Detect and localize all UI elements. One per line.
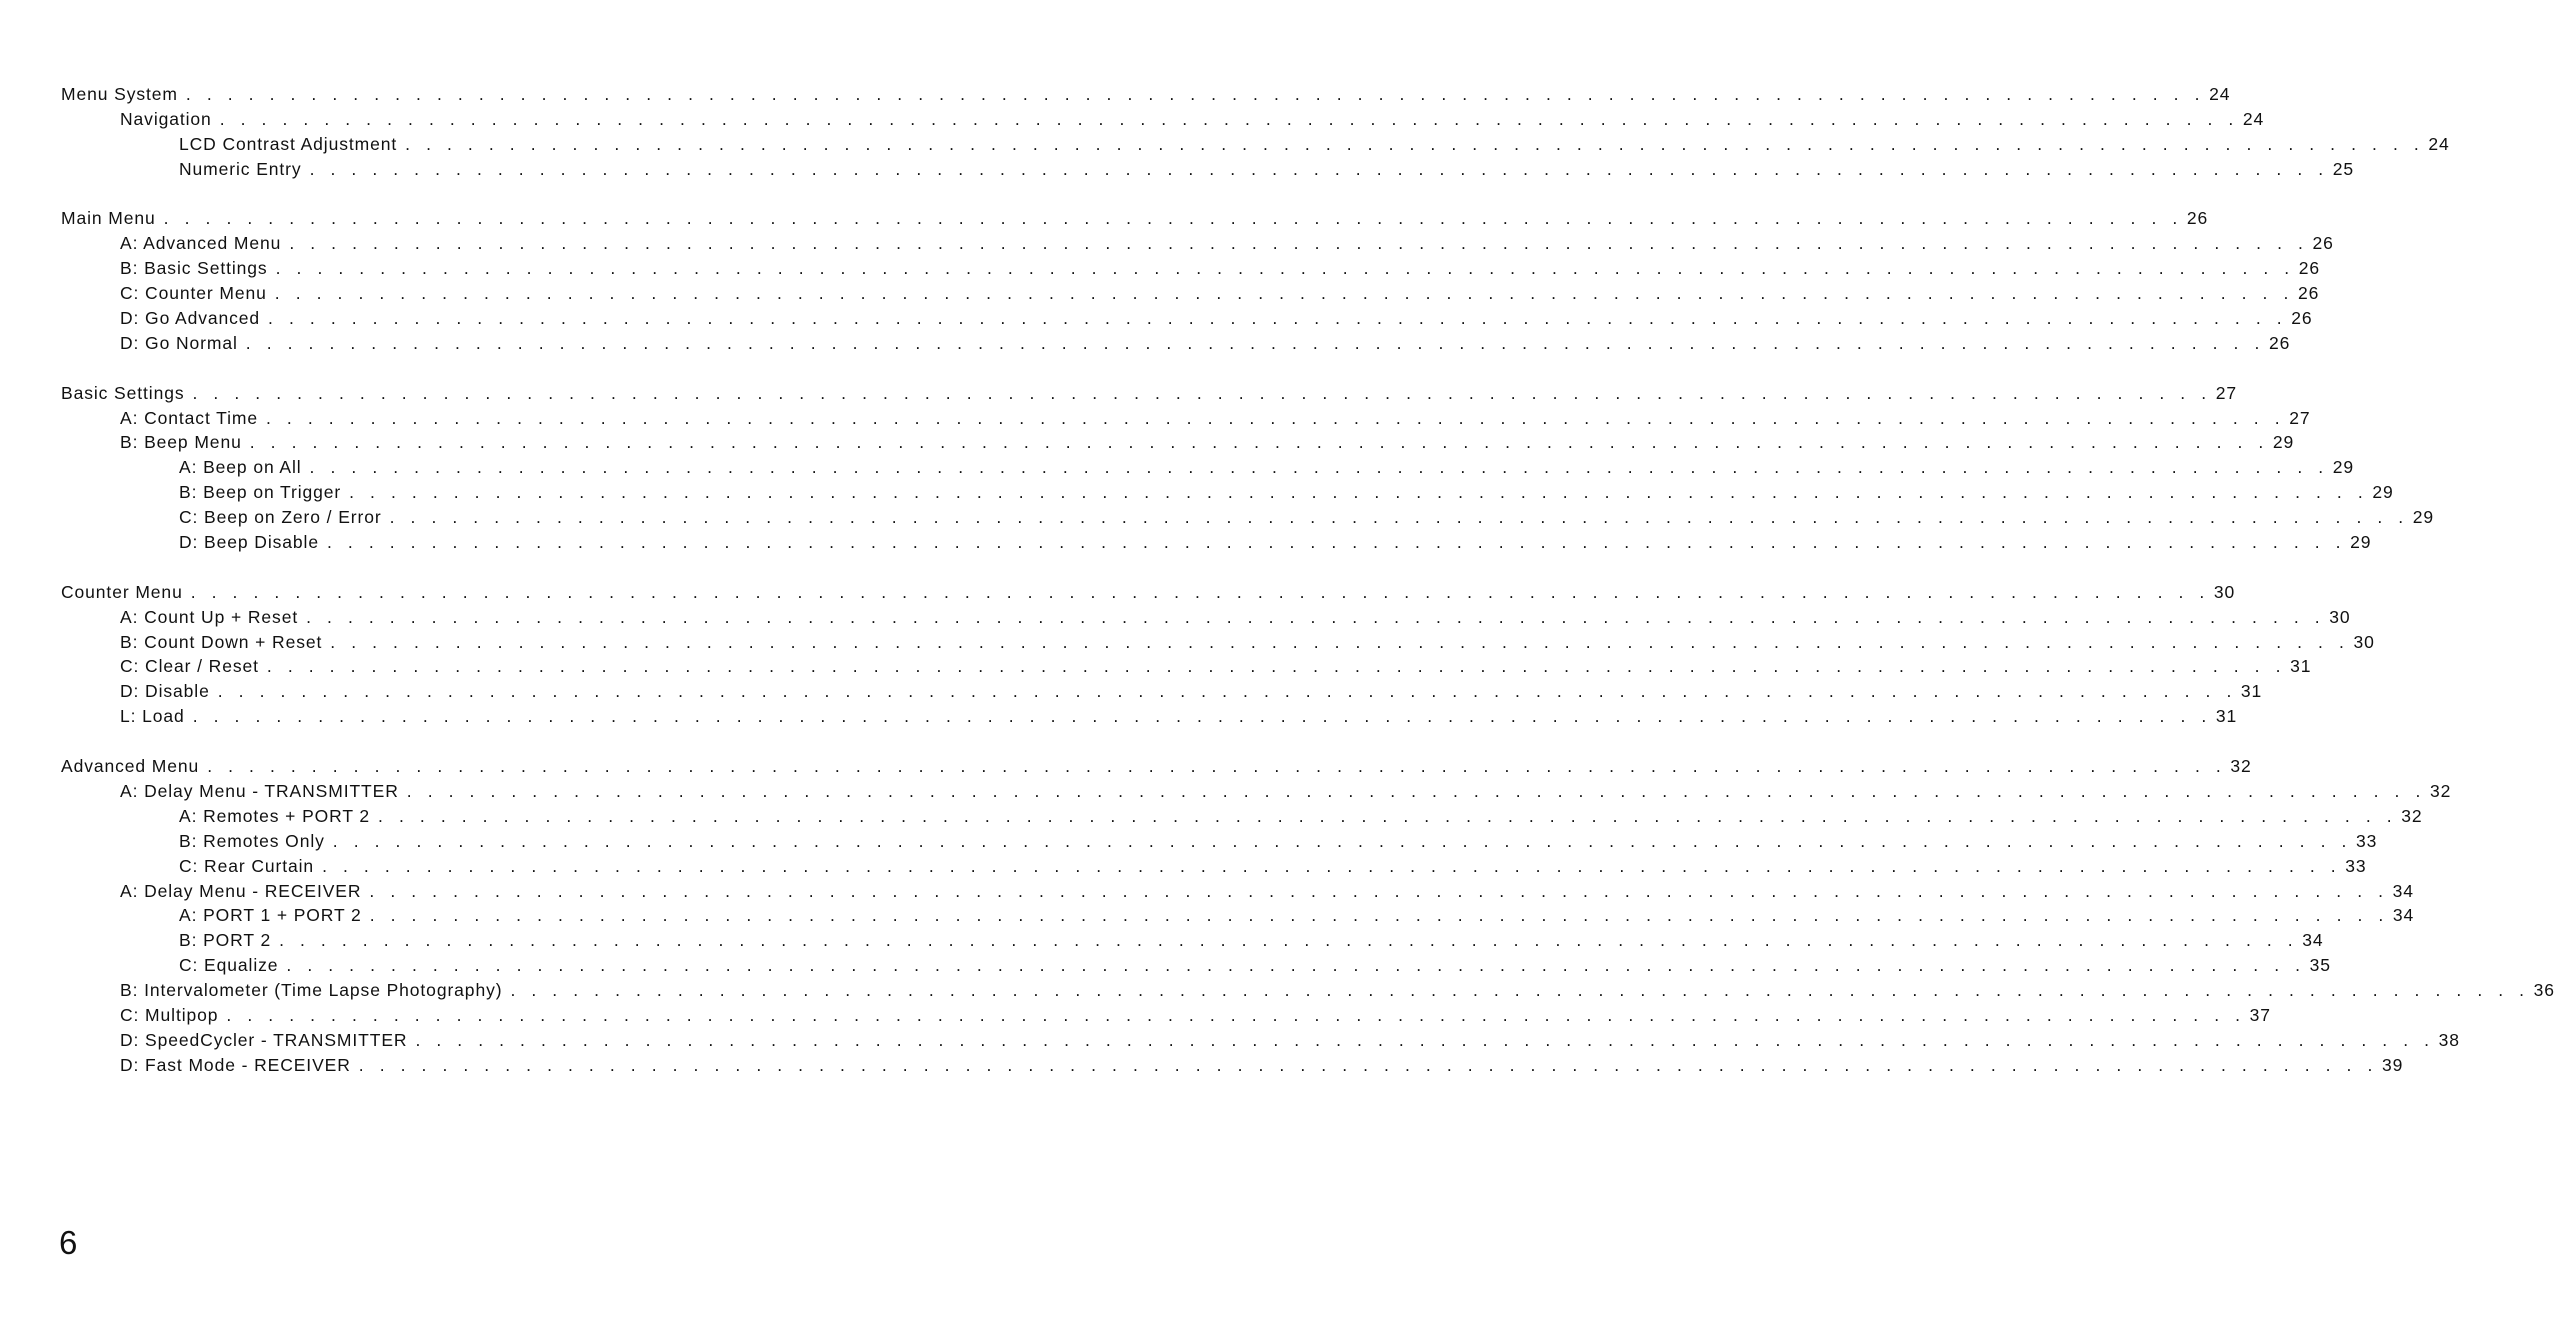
toc-entry-page: 30: [2353, 631, 2375, 652]
toc-entry-page: 29: [2332, 457, 2354, 478]
toc-entry-page: 29: [2412, 507, 2435, 528]
toc-subentry[interactable]: [0, 258, 2321, 283]
toc-entry-page: 26: [2291, 308, 2313, 329]
toc-entry-title: D: Beep Disable: [179, 532, 319, 553]
toc-entry-title: D: Disable: [120, 681, 210, 702]
dot-leader: . . . . . . . . . . . . . . . . . . . . . . . . . . . . . . . . . . . . . . . . . . . . . . . . . . . . . . . . . . . . . . . . . . . . . . . . . . . . . . . . . . . . . . . . . . . . . . . . .: [406, 780, 2426, 801]
dot-leader: . . . . . . . . . . . . . . . . . . . . . . . . . . . . . . . . . . . . . . . . . . . . . . . . . . . . . . . . . . . . . . . . . . . . . . . . . . . . . . . . . . . . . . . . . . . . . . . . .: [249, 432, 2269, 453]
toc-entry-title: B: Basic Settings: [120, 258, 268, 279]
toc-subentry[interactable]: [0, 457, 2354, 482]
toc-subentry[interactable]: [0, 158, 2355, 184]
toc-entry-title: B: Intervalometer (Time Lapse Photography): [120, 980, 503, 1001]
toc-section-entry[interactable]: [0, 581, 2236, 607]
toc-entry-title: Navigation: [120, 108, 212, 129]
dot-leader: . . . . . . . . . . . . . . . . . . . . . . . . . . . . . . . . . . . . . . . . . . . . . . . . . . . . . . . . . . . . . . . . . . . . . . . . . . . . . . . . . . . . . . . . . . . . . . . . .: [349, 482, 2369, 503]
toc-entry-title: C: Clear / Reset: [120, 656, 259, 677]
toc-entry-title: C: Multipop: [120, 1004, 219, 1025]
section-spacer: [0, 184, 954, 209]
toc-entry-page: 31: [2240, 681, 2263, 702]
dot-leader: . . . . . . . . . . . . . . . . . . . . . . . . . . . . . . . . . . . . . . . . . . . . . . . . . . . . . . . . . . . . . . . . . . . . . . . . . . . . . . . . . . . . . . . . . . . . . . . . .: [332, 830, 2352, 851]
dot-leader: . . . . . . . . . . . . . . . . . . . . . . . . . . . . . . . . . . . . . . . . . . . . . . . . . . . . . . . . . . . . . . . . . . . . . . . . . . . . . . . . . . . . . . . . . . . . . . . . .: [268, 308, 2288, 329]
toc-entry-page: 31: [2290, 656, 2312, 677]
dot-leader: . . . . . . . . . . . . . . . . . . . . . . . . . . . . . . . . . . . . . . . . . . . . . . . . . . . . . . . . . . . . . . . . . . . . . . . . . . . . . . . . . . . . . . . . . . . . . . . . .: [245, 332, 2265, 353]
toc-entry-page: 36: [2533, 980, 2555, 1001]
toc-subentry[interactable]: [0, 108, 2265, 134]
dot-leader: . . . . . . . . . . . . . . . . . . . . . . . . . . . . . . . . . . . . . . . . . . . . . . . . . . . . . . . . . . . . . . . . . . . . . . . . . . . . . . . . . . . . . . . . . . . . . . . . .: [378, 805, 2398, 826]
toc-entry-page: 33: [2355, 830, 2378, 851]
toc-entry-title: C: Rear Curtain: [179, 855, 315, 876]
toc-subentry[interactable]: [0, 631, 2375, 657]
toc-entry-page: 26: [2297, 283, 2320, 304]
toc-entry-title: A: Count Up + Reset: [120, 606, 299, 627]
toc-subentry[interactable]: [0, 805, 2423, 831]
toc-subentry[interactable]: [0, 905, 2415, 930]
toc-subentry[interactable]: [0, 930, 2324, 955]
dot-leader: . . . . . . . . . . . . . . . . . . . . . . . . . . . . . . . . . . . . . . . . . . . . . . . . . . . . . . . . . . . . . . . . . . . . . . . . . . . . . . . . . . . . . . . . . . . . . . . . .: [322, 855, 2342, 876]
toc-entry-title: D: Go Advanced: [120, 308, 261, 329]
toc-subentry[interactable]: [0, 1029, 2460, 1055]
toc-section-entry[interactable]: [0, 208, 2209, 233]
toc-subentry[interactable]: [0, 432, 2295, 457]
toc-entry-page: 26: [2312, 233, 2334, 254]
dot-leader: . . . . . . . . . . . . . . . . . . . . . . . . . . . . . . . . . . . . . . . . . . . . . . . . . . . . . . . . . . . . . . . . . . . . . . . . . . . . . . . . . . . . . . . . . . . . . . . . .: [415, 1029, 2435, 1050]
dot-leader: . . . . . . . . . . . . . . . . . . . . . . . . . . . . . . . . . . . . . . . . . . . . . . . . . . . . . . . . . . . . . . . . . . . . . . . . . . . . . . . . . . . . . . . . . . . . . . . . .: [207, 756, 2227, 777]
dot-leader: . . . . . . . . . . . . . . . . . . . . . . . . . . . . . . . . . . . . . . . . . . . . . . . . . . . . . . . . . . . . . . . . . . . . . . . . . . . . . . . . . . . . . . . . . . . . . . . . .: [286, 955, 2306, 976]
toc-subentry[interactable]: [0, 332, 2291, 358]
toc-entry-title: A: Delay Menu - TRANSMITTER: [120, 780, 399, 801]
toc-section-entry[interactable]: [0, 756, 2252, 781]
toc-subentry[interactable]: [0, 407, 2311, 433]
toc-entry-title: Counter Menu: [61, 581, 183, 602]
toc-entry-title: C: Equalize: [179, 955, 279, 976]
toc-subentry[interactable]: [0, 681, 2263, 706]
toc-entry-page: 24: [2428, 133, 2450, 154]
table-of-contents: [0, 84, 2555, 1080]
dot-leader: . . . . . . . . . . . . . . . . . . . . . . . . . . . . . . . . . . . . . . . . . . . . . . . . . . . . . . . . . . . . . . . . . . . . . . . . . . . . . . . . . . . . . . . . . . . . . . . . .: [192, 382, 2212, 403]
toc-entry-page: 30: [2329, 606, 2351, 627]
toc-entry-page: 24: [2242, 108, 2265, 129]
dot-leader: . . . . . . . . . . . . . . . . . . . . . . . . . . . . . . . . . . . . . . . . . . . . . . . . . . . . . . . . . . . . . . . . . . . . . . . . . . . . . . . . . . . . . . . . . . . . . . . . .: [289, 233, 2309, 254]
toc-subentry[interactable]: [0, 283, 2320, 308]
toc-subentry[interactable]: [0, 706, 2238, 731]
toc-entry-title: Advanced Menu: [61, 756, 200, 777]
toc-entry-title: L: Load: [120, 706, 185, 727]
toc-subentry[interactable]: [0, 482, 2394, 507]
toc-entry-page: 26: [2298, 258, 2321, 279]
toc-entry-title: Menu System: [61, 84, 178, 104]
toc-entry-page: 31: [2215, 706, 2238, 727]
dot-leader: . . . . . . . . . . . . . . . . . . . . . . . . . . . . . . . . . . . . . . . . . . . . . . . . . . . . . . . . . . . . . . . . . . . . . . . . . . . . . . . . . . . . . . . . . . . . . . . . .: [190, 581, 2210, 602]
dot-leader: . . . . . . . . . . . . . . . . . . . . . . . . . . . . . . . . . . . . . . . . . . . . . . . . . . . . . . . . . . . . . . . . . . . . . . . . . . . . . . . . . . . . . . . . . . . . . . . . .: [192, 706, 2212, 727]
toc-entry-page: 39: [2381, 1054, 2404, 1075]
toc-subentry[interactable]: [0, 780, 2452, 806]
section-spacer: [0, 731, 954, 756]
toc-entry-page: 27: [2215, 382, 2237, 403]
toc-subentry[interactable]: [0, 1004, 2271, 1030]
toc-entry-title: A: Contact Time: [120, 407, 258, 428]
toc-entry-page: 29: [2272, 432, 2295, 453]
toc-entry-page: 34: [2302, 930, 2324, 951]
toc-entry-title: B: Beep Menu: [120, 432, 242, 453]
dot-leader: . . . . . . . . . . . . . . . . . . . . . . . . . . . . . . . . . . . . . . . . . . . . . . . . . . . . . . . . . . . . . . . . . . . . . . . . . . . . . . . . . . . . . . . . . . . . . . . . .: [163, 208, 2183, 229]
dot-leader: . . . . . . . . . . . . . . . . . . . . . . . . . . . . . . . . . . . . . . . . . . . . . . . . . . . . . . . . . . . . . . . . . . . . . . . . . . . . . . . . . . . . . . . . . . . . . . . . .: [279, 930, 2299, 951]
toc-entry-title: A: Remotes + PORT 2: [179, 805, 371, 826]
toc-subentry[interactable]: [0, 308, 2313, 333]
dot-leader: . . . . . . . . . . . . . . . . . . . . . . . . . . . . . . . . . . . . . . . . . . . . . . . . . . . . . . . . . . . . . . . . . . . . . . . . . . . . . . . . . . . . . . . . . . . . . . . . .: [185, 84, 2206, 104]
dot-leader: . . . . . . . . . . . . . . . . . . . . . . . . . . . . . . . . . . . . . . . . . . . . . . . . . . . . . . . . . . . . . . . . . . . . . . . . . . . . . . . . . . . . . . . . . . . . . . . . .: [219, 108, 2239, 129]
toc-entry-title: A: Beep on All: [179, 457, 302, 478]
toc-entry-page: 26: [2268, 332, 2291, 353]
toc-subentry[interactable]: [0, 855, 2367, 881]
toc-entry-title: D: SpeedCycler - TRANSMITTER: [120, 1029, 408, 1050]
toc-entry-title: Main Menu: [61, 208, 156, 229]
toc-entry-title: B: Count Down + Reset: [120, 631, 323, 652]
page-number: 6: [59, 1224, 78, 1261]
toc-entry-page: 34: [2392, 880, 2414, 901]
dot-leader: . . . . . . . . . . . . . . . . . . . . . . . . . . . . . . . . . . . . . . . . . . . . . . . . . . . . . . . . . . . . . . . . . . . . . . . . . . . . . . . . . . . . . . . . . . . . . . . . .: [330, 631, 2350, 652]
dot-leader: . . . . . . . . . . . . . . . . . . . . . . . . . . . . . . . . . . . . . . . . . . . . . . . . . . . . . . . . . . . . . . . . . . . . . . . . . . . . . . . . . . . . . . . . . . . . . . . . .: [275, 258, 2295, 279]
toc-entry-page: 30: [2213, 581, 2236, 602]
toc-entry-page: 25: [2332, 158, 2355, 179]
toc-section-entry[interactable]: [0, 382, 2237, 408]
toc-section-entry[interactable]: [0, 84, 2231, 109]
dot-leader: . . . . . . . . . . . . . . . . . . . . . . . . . . . . . . . . . . . . . . . . . . . . . . . . . . . . . . . . . . . . . . . . . . . . . . . . . . . . . . . . . . . . . . . . . . . . . . . . .: [266, 656, 2287, 677]
dot-leader: . . . . . . . . . . . . . . . . . . . . . . . . . . . . . . . . . . . . . . . . . . . . . . . . . . . . . . . . . . . . . . . . . . . . . . . . . . . . . . . . . . . . . . . . . . . . . . . . .: [405, 133, 2425, 154]
toc-entry-page: 24: [2209, 84, 2231, 104]
toc-subentry[interactable]: [0, 507, 2435, 532]
toc-entry-title: LCD Contrast Adjustment: [179, 133, 398, 154]
toc-entry-title: A: Delay Menu - RECEIVER: [120, 880, 362, 901]
toc-entry-title: D: Go Normal: [120, 332, 238, 353]
section-spacer: [0, 557, 954, 582]
toc-subentry[interactable]: [0, 980, 2555, 1005]
toc-subentry[interactable]: [0, 606, 2351, 632]
toc-entry-title: B: Beep on Trigger: [179, 482, 342, 503]
dot-leader: . . . . . . . . . . . . . . . . . . . . . . . . . . . . . . . . . . . . . . . . . . . . . . . . . . . . . . . . . . . . . . . . . . . . . . . . . . . . . . . . . . . . . . . . . . . . . . . . .: [358, 1054, 2378, 1075]
dot-leader: . . . . . . . . . . . . . . . . . . . . . . . . . . . . . . . . . . . . . . . . . . . . . . . . . . . . . . . . . . . . . . . . . . . . . . . . . . . . . . . . . . . . . . . . . . . . . . . . .: [306, 606, 2326, 627]
toc-entry-title: A: Advanced Menu: [120, 233, 282, 254]
toc-entry-page: 35: [2309, 955, 2331, 976]
toc-entry-page: 37: [2249, 1004, 2271, 1025]
dot-leader: . . . . . . . . . . . . . . . . . . . . . . . . . . . . . . . . . . . . . . . . . . . . . . . . . . . . . . . . . . . . . . . . . . . . . . . . . . . . . . . . . . . . . . . . . . . . . . . . .: [369, 880, 2389, 901]
toc-entry-title: D: Fast Mode - RECEIVER: [120, 1054, 351, 1075]
toc-entry-title: Numeric Entry: [179, 158, 302, 179]
dot-leader: . . . . . . . . . . . . . . . . . . . . . . . . . . . . . . . . . . . . . . . . . . . . . . . . . . . . . . . . . . . . . . . . . . . . . . . . . . . . . . . . . . . . . . . . . . . . . . . . .: [274, 283, 2294, 304]
toc-subentry[interactable]: [0, 830, 2378, 856]
toc-subentry[interactable]: [0, 1054, 2404, 1080]
toc-entry-title: B: Remotes Only: [179, 830, 325, 851]
dot-leader: . . . . . . . . . . . . . . . . . . . . . . . . . . . . . . . . . . . . . . . . . . . . . . . . . . . . . . . . . . . . . . . . . . . . . . . . . . . . . . . . . . . . . . . . . . . . . . . . .: [369, 905, 2389, 926]
toc-entry-page: 27: [2289, 407, 2311, 428]
toc-subentry[interactable]: [0, 955, 2331, 980]
dot-leader: . . . . . . . . . . . . . . . . . . . . . . . . . . . . . . . . . . . . . . . . . . . . . . . . . . . . . . . . . . . . . . . . . . . . . . . . . . . . . . . . . . . . . . . . . . . . . . . . .: [217, 681, 2237, 702]
toc-entry-page: 26: [2186, 208, 2209, 229]
toc-entry-page: 32: [2429, 780, 2452, 801]
toc-entry-title: A: PORT 1 + PORT 2: [179, 905, 362, 926]
dot-leader: . . . . . . . . . . . . . . . . . . . . . . . . . . . . . . . . . . . . . . . . . . . . . . . . . . . . . . . . . . . . . . . . . . . . . . . . . . . . . . . . . . . . . . . . . . . . . . . . .: [266, 407, 2286, 428]
toc-entry-page: 29: [2372, 482, 2394, 503]
dot-leader: . . . . . . . . . . . . . . . . . . . . . . . . . . . . . . . . . . . . . . . . . . . . . . . . . . . . . . . . . . . . . . . . . . . . . . . . . . . . . . . . . . . . . . . . . . . . . . . . .: [226, 1004, 2246, 1025]
toc-entry-title: C: Beep on Zero / Error: [179, 507, 382, 528]
toc-entry-title: B: PORT 2: [179, 930, 272, 951]
dot-leader: . . . . . . . . . . . . . . . . . . . . . . . . . . . . . . . . . . . . . . . . . . . . . . . . . . . . . . . . . . . . . . . . . . . . . . . . . . . . . . . . . . . . . . . . . . . . . . . . .: [326, 532, 2347, 553]
toc-entry-page: 32: [2230, 756, 2252, 777]
toc-entry-title: Basic Settings: [61, 382, 185, 403]
toc-entry-title: C: Counter Menu: [120, 283, 267, 304]
section-spacer: [0, 358, 954, 383]
dot-leader: . . . . . . . . . . . . . . . . . . . . . . . . . . . . . . . . . . . . . . . . . . . . . . . . . . . . . . . . . . . . . . . . . . . . . . . . . . . . . . . . . . . . . . . . . . . . . . . . .: [510, 980, 2530, 1001]
toc-entry-page: 33: [2345, 855, 2367, 876]
toc-subentry[interactable]: [0, 656, 2312, 681]
toc-entry-page: 38: [2438, 1029, 2460, 1050]
toc-entry-page: 29: [2350, 532, 2372, 553]
toc-entry-page: 34: [2392, 905, 2415, 926]
toc-subentry[interactable]: [0, 133, 2450, 159]
dot-leader: . . . . . . . . . . . . . . . . . . . . . . . . . . . . . . . . . . . . . . . . . . . . . . . . . . . . . . . . . . . . . . . . . . . . . . . . . . . . . . . . . . . . . . . . . . . . . . . . .: [309, 457, 2329, 478]
toc-subentry[interactable]: [0, 532, 2372, 557]
toc-subentry[interactable]: [0, 233, 2334, 258]
dot-leader: . . . . . . . . . . . . . . . . . . . . . . . . . . . . . . . . . . . . . . . . . . . . . . . . . . . . . . . . . . . . . . . . . . . . . . . . . . . . . . . . . . . . . . . . . . . . . . . . .: [309, 158, 2329, 179]
toc-subentry[interactable]: [0, 880, 2414, 906]
toc-entry-page: 32: [2401, 805, 2423, 826]
dot-leader: . . . . . . . . . . . . . . . . . . . . . . . . . . . . . . . . . . . . . . . . . . . . . . . . . . . . . . . . . . . . . . . . . . . . . . . . . . . . . . . . . . . . . . . . . . . . . . . . .: [389, 507, 2409, 528]
